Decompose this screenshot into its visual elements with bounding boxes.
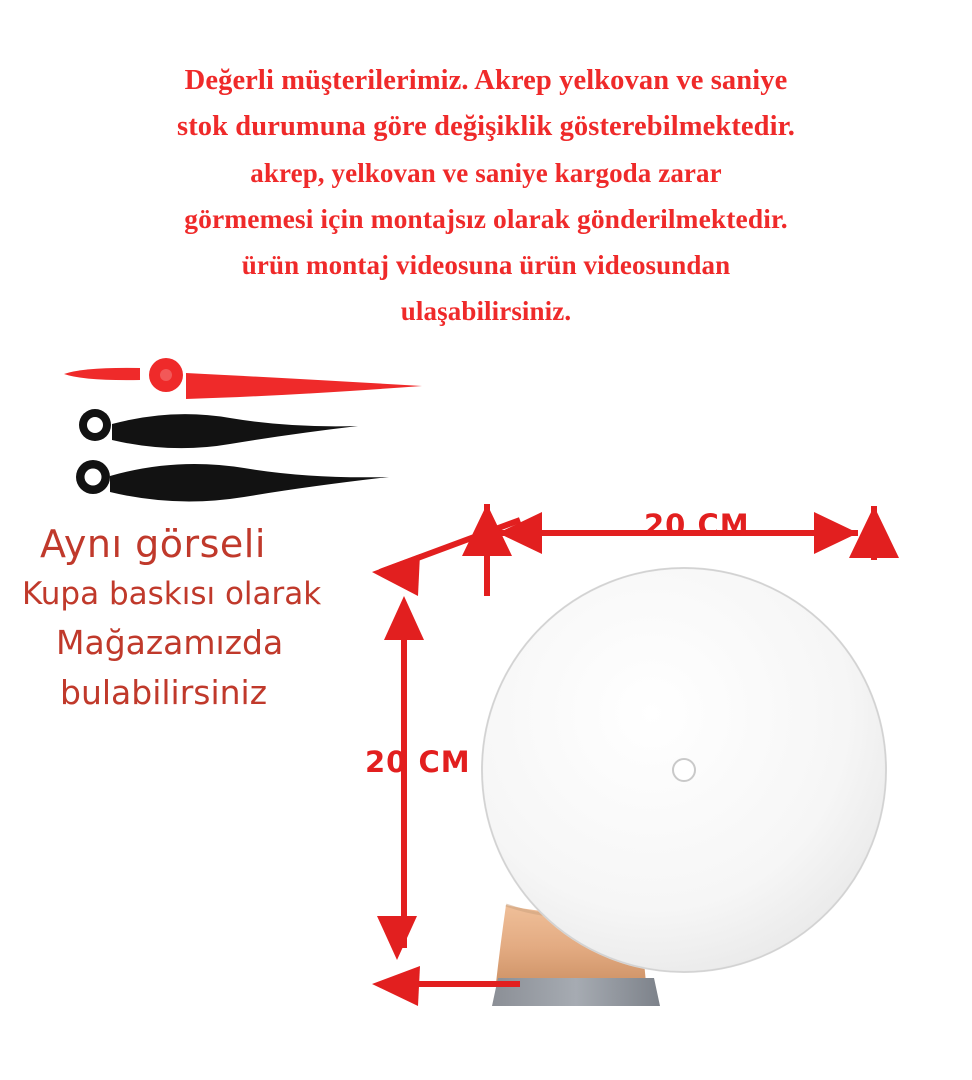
- promo-line-2: Kupa baskısı olarak: [22, 576, 322, 612]
- promo-line-1: Aynı görseli: [40, 522, 266, 566]
- notice-line-5: ürün montaj videosuna ürün videosundan: [241, 250, 731, 280]
- height-dimension-label: 20 CM: [365, 745, 471, 779]
- center-hole: [673, 759, 695, 781]
- diagonal-tick-line: [380, 520, 520, 572]
- notice-text: [0, 58, 972, 334]
- hour-hand-icon: [76, 460, 389, 501]
- notice-line-3: akrep, yelkovan ve saniye kargoda zarar: [250, 158, 722, 188]
- promo-line-4: bulabilirsiniz: [60, 673, 268, 712]
- width-dimension-label: 20 CM: [644, 508, 750, 542]
- promo-text: [18, 518, 378, 718]
- minute-hand-icon: [79, 409, 358, 448]
- clock-face-disc: [482, 568, 886, 972]
- second-hand-icon: [64, 358, 422, 399]
- promo-line-3: Mağazamızda: [56, 623, 284, 662]
- notice-line-2: stok durumuna göre değişiklik gösterebilmektedir.: [177, 111, 795, 142]
- notice-line-4: görmemesi için montajsız olarak gönderilmektedir.: [184, 203, 788, 234]
- holding-hand: [492, 903, 660, 1006]
- notice-line-1: Değerli müşterilerimiz. Akrep yelkovan ve saniye: [184, 65, 788, 96]
- notice-line-6: ulaşabilirsiniz.: [400, 296, 572, 326]
